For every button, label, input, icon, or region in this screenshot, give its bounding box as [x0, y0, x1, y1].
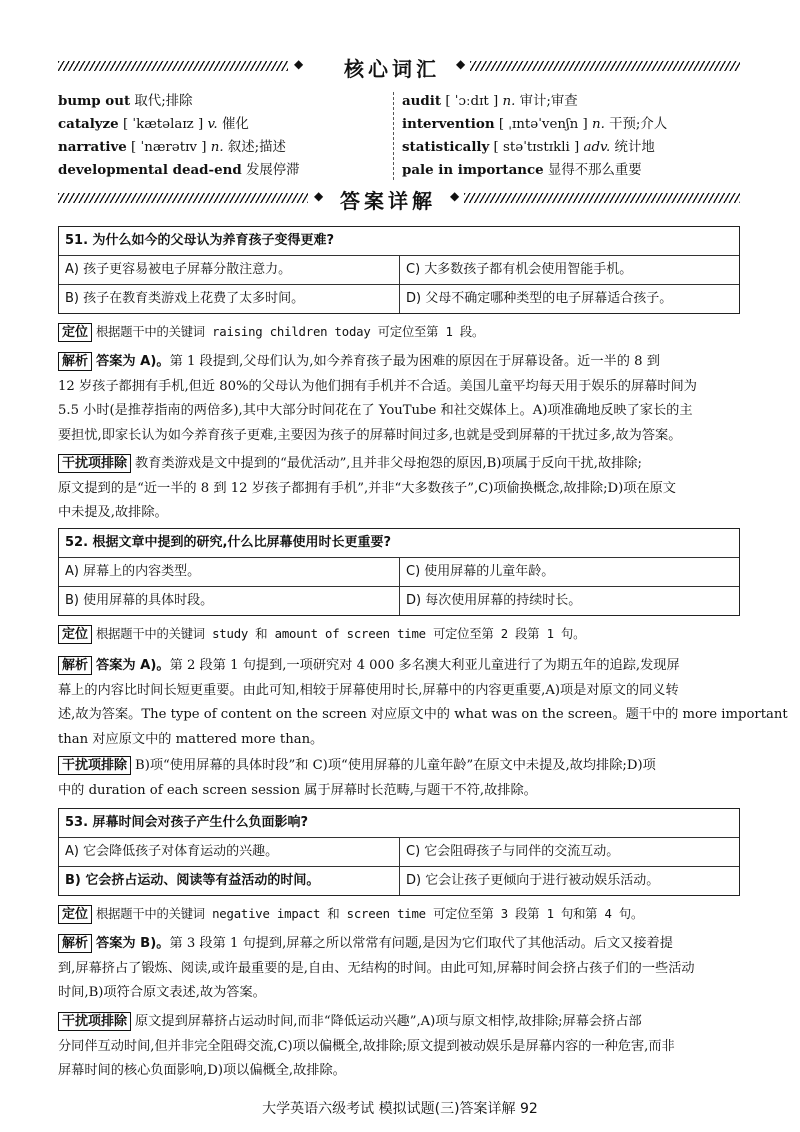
question-52-stem: 52. 根据文章中提到的研究,什么比屏幕使用时长更重要?	[59, 529, 739, 558]
distractor-line: 分同伴互动时间,但并非完全阻碍交流,C)项以偏概全,故排除;原文提到被动娱乐是屏幕内容的一种危害,而非	[58, 1038, 675, 1054]
locate-text: 根据题干中的关键词 negative impact 和 screen time 可定位至第 3 段第 1 句和第 4 句。	[96, 907, 644, 921]
analysis-line: 幕上的内容比时间长短更重要。由此可知,相较于屏幕使用时长,屏幕中的内容更重要,A)项是对原文的同义转	[58, 682, 679, 698]
q52-analysis	[58, 654, 788, 752]
vocab-pos: v.	[203, 117, 218, 132]
vocab-pos: n.	[498, 94, 516, 109]
vocab-title: 核心词汇	[344, 57, 440, 81]
vocab-meaning: 叙述;描述	[223, 140, 286, 155]
question-51-table	[58, 226, 740, 314]
distractor-line: 原文提到的是“近一半的 8 到 12 岁孩子都拥有手机”,并非“大多数孩子”,C)项偷换概念,故排除;D)项在原文	[58, 480, 676, 496]
vocab-meaning: 干预;介人	[604, 117, 668, 132]
analysis-line: 到,屏幕挤占了锻炼、阅读,或许最重要的是,自由、无结构的时间。由此可知,屏幕时间会挤占孩子们的一些活动	[58, 960, 695, 976]
answer-text: 答案为 B)。	[96, 936, 170, 951]
option-d: D) 它会让孩子更倾向于进行被动娱乐活动。	[399, 867, 739, 895]
analysis-line: 第 2 段第 1 句提到,一项研究对 4 000 多名澳大利亚儿童进行了为期五年的追踪,发现屏	[169, 658, 680, 673]
analysis-line: 第 3 段第 1 句提到,屏幕之所以常常有问题,是因为它们取代了其他活动。后文又接着提	[169, 936, 673, 951]
analysis-tag: 解析	[58, 934, 92, 953]
vocab-item	[58, 90, 300, 113]
distractor-line: 原文提到屏幕挤占运动时间,而非“降低运动兴趣”,A)项与原文相悖,故排除;屏幕会挤占部	[135, 1014, 642, 1029]
option-b: B) 孩子在教育类游戏上花费了太多时间。	[65, 291, 305, 306]
analysis-line: 12 岁孩子都拥有手机,但近 80%的父母认为他们拥有手机并不合适。美国儿童平均每天用于娱乐的屏幕时间为	[58, 378, 697, 394]
q51-analysis	[58, 350, 740, 448]
question-52-table	[58, 528, 740, 616]
vocab-meaning: 审计;审查	[515, 94, 578, 109]
header-hatch-right	[470, 61, 740, 71]
analysis-line: 述,故为答案。The type of content on the screen 对应原文中的 what was on the screen。题干中的 more important	[58, 707, 788, 722]
locate-tag: 定位	[58, 323, 92, 342]
q53-analysis	[58, 932, 740, 1006]
vocab-item	[402, 136, 667, 159]
bullet-icon: ◆	[314, 189, 324, 203]
distractor-line: B)项“使用屏幕的具体时段”和 C)项“使用屏幕的儿童年龄”在原文中未提及,故均排除;D)项	[135, 758, 656, 773]
vocab-meaning: 统计地	[610, 140, 655, 155]
option-b: B) 它会挤占运动、阅读等有益活动的时间。	[65, 873, 320, 888]
vocab-word: bump out	[58, 93, 131, 109]
header-hatch-right	[464, 193, 740, 203]
vocab-section-header	[58, 54, 740, 81]
vocab-item	[402, 159, 667, 182]
q51-locate	[58, 320, 740, 346]
vocab-pos: n.	[587, 117, 605, 132]
analysis-line: 要担忧,即家长认为如今养育孩子更难,主要因为孩子的屏幕时间过多,也就是受到屏幕的干扰过多,故为答案。	[58, 427, 682, 443]
answer-text: 答案为 A)。	[96, 658, 170, 673]
options-row	[59, 586, 739, 615]
analysis-tag: 解析	[58, 352, 92, 371]
answer-title: 答案详解	[340, 189, 436, 213]
q52-locate	[58, 622, 740, 648]
vocab-phonetic: [ stəˈtɪstɪkli ]	[489, 140, 580, 155]
vocab-phonetic: [ ˌɪntəˈvenʃn ]	[494, 117, 588, 132]
bullet-icon: ◆	[294, 57, 304, 71]
vocab-item	[58, 159, 300, 182]
options-row	[59, 558, 739, 586]
distractor-line: 中的 duration of each screen session 属于屏幕时长范畴,与题干不符,故排除。	[58, 782, 537, 798]
vocab-word: audit	[402, 93, 442, 109]
vocab-phonetic: [ ˈɔːdɪt ]	[441, 94, 499, 109]
vocab-phonetic: [ ˈkætəlaɪz ]	[118, 117, 204, 132]
analysis-line: 时间,B)项符合原文表述,故为答案。	[58, 985, 266, 1000]
vocab-word: catalyze	[58, 116, 119, 132]
options-row	[59, 866, 739, 895]
q52-distractor	[58, 754, 740, 803]
vocab-item	[58, 113, 300, 136]
answer-text: 答案为 A)。	[96, 354, 170, 369]
q53-locate	[58, 902, 740, 928]
q53-distractor	[58, 1010, 740, 1084]
vocab-word: developmental dead-end	[58, 162, 242, 178]
vocab-item	[58, 136, 300, 159]
option-a: A) 屏幕上的内容类型。	[65, 564, 201, 579]
answer-section-header	[58, 186, 740, 213]
vocab-column-left	[58, 90, 300, 182]
analysis-line: than 对应原文中的 mattered more than。	[58, 731, 324, 747]
analysis-line: 5.5 小时(是推荐指南的两倍多),其中大部分时间花在了 YouTube 和社交媒体上。A)项准确地反映了家长的主	[58, 403, 693, 418]
bullet-icon: ◆	[456, 57, 466, 71]
distractor-line: 中未提及,故排除。	[58, 505, 168, 520]
analysis-tag: 解析	[58, 656, 92, 675]
vocab-word: statistically	[402, 139, 490, 155]
option-a: A) 它会降低孩子对体育运动的兴趣。	[65, 844, 279, 859]
bullet-icon: ◆	[450, 189, 460, 203]
vocab-column-right	[402, 90, 667, 182]
locate-text: 根据题干中的关键词 study 和 amount of screen time 可定位至第 2 段第 1 句。	[96, 627, 586, 641]
locate-tag: 定位	[58, 625, 92, 644]
vocab-word: narrative	[58, 139, 127, 155]
q51-distractor	[58, 452, 740, 526]
header-hatch-left	[58, 61, 288, 71]
vocab-meaning: 显得不那么重要	[543, 163, 642, 178]
option-d: D) 父母不确定哪种类型的电子屏幕适合孩子。	[399, 285, 739, 313]
distractor-tag: 干扰项排除	[58, 1012, 131, 1031]
option-c: C) 它会阻碍孩子与同伴的交流互动。	[399, 838, 739, 866]
option-b: B) 使用屏幕的具体时段。	[65, 593, 214, 608]
vocab-phonetic: [ ˈnærətɪv ]	[126, 140, 207, 155]
option-a: A) 孩子更容易被电子屏幕分散注意力。	[65, 262, 292, 277]
distractor-line: 屏幕时间的核心负面影响,D)项以偏概全,故排除。	[58, 1063, 346, 1078]
vocab-word: pale in importance	[402, 162, 544, 178]
locate-tag: 定位	[58, 905, 92, 924]
vocab-word: intervention	[402, 116, 495, 132]
question-51-stem: 51. 为什么如今的父母认为养育孩子变得更难?	[59, 227, 739, 256]
vocab-meaning: 发展停滞	[241, 163, 300, 178]
options-row	[59, 256, 739, 284]
distractor-tag: 干扰项排除	[58, 454, 131, 473]
vocab-pos: n.	[206, 140, 224, 155]
options-row	[59, 284, 739, 313]
vocab-meaning: 取代;排除	[130, 94, 193, 109]
option-c: C) 使用屏幕的儿童年龄。	[399, 558, 739, 586]
question-53-stem: 53. 屏幕时间会对孩子产生什么负面影响?	[59, 809, 739, 838]
locate-text: 根据题干中的关键词 raising children today 可定位至第 1 段。	[96, 325, 485, 339]
distractor-line: 教育类游戏是文中提到的“最优活动”,且并非父母抱怨的原因,B)项属于反向干扰,故排除;	[135, 456, 642, 471]
vocab-divider	[393, 92, 394, 180]
header-hatch-left	[58, 193, 308, 203]
question-53-table	[58, 808, 740, 896]
vocab-meaning: 催化	[217, 117, 249, 132]
option-d: D) 每次使用屏幕的持续时长。	[399, 587, 739, 615]
vocab-pos: adv.	[579, 140, 611, 155]
distractor-tag: 干扰项排除	[58, 756, 131, 775]
analysis-line: 第 1 段提到,父母们认为,如今养育孩子最为困难的原因在于屏幕设备。近一半的 8 到	[169, 354, 660, 369]
vocab-item	[402, 113, 667, 136]
option-c: C) 大多数孩子都有机会使用智能手机。	[399, 256, 739, 284]
page-footer: 大学英语六级考试 模拟试题(三)答案详解 92	[262, 1101, 538, 1117]
vocab-item	[402, 90, 667, 113]
options-row	[59, 838, 739, 866]
